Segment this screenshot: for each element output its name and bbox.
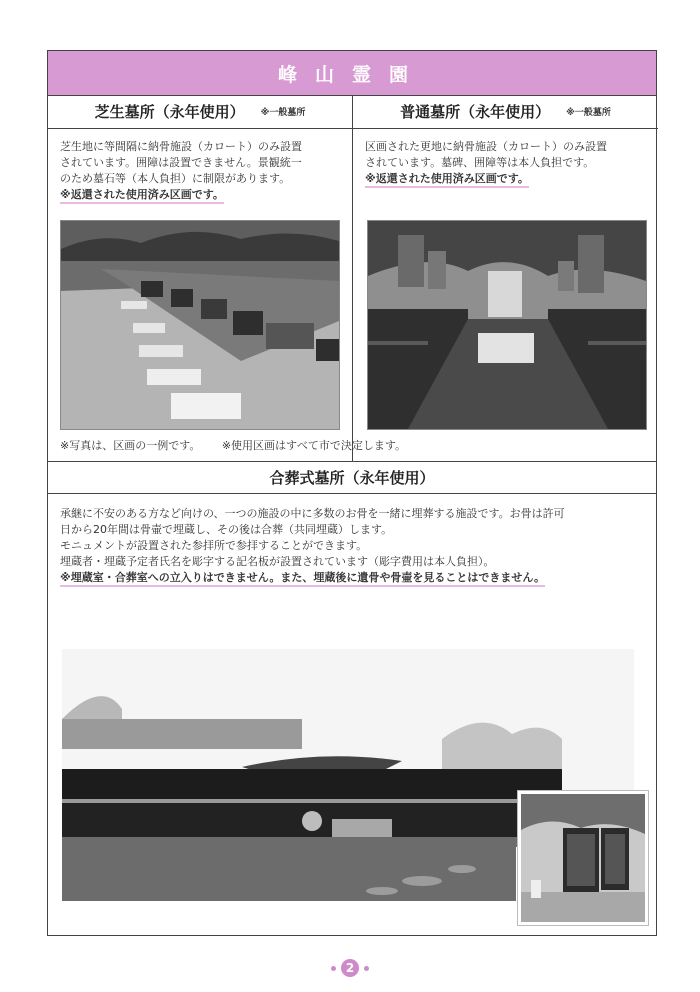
joint-burial-description <box>60 506 650 587</box>
regular-plot-title: 普通墓所（永年使用） <box>400 103 551 121</box>
page-number <box>0 958 700 978</box>
regular-plot-description <box>353 129 658 188</box>
regular-plot-image <box>368 221 646 429</box>
lawn-plot-section <box>48 95 353 461</box>
text-line: のため墓石等（本人負担）に制限があります。 <box>60 172 291 185</box>
text-line: 承継に不安のある方など向けの、一つの施設の中に多数のお骨を一緒に埋葬する施設です。お骨は許可 <box>60 507 565 520</box>
nameplate-inset-photo <box>518 791 648 925</box>
joint-burial-title: 合葬式墓所（永年使用） <box>48 461 656 494</box>
photo-caption <box>60 437 424 453</box>
text-line: されています。墓碑、囲障等は本人負担です。 <box>365 156 595 169</box>
dot-icon <box>331 966 336 971</box>
lawn-plot-photo <box>60 220 340 430</box>
cemetery-types-grid <box>48 95 656 461</box>
nameplate-image <box>521 794 645 922</box>
regular-plot-section <box>353 95 658 461</box>
lawn-plot-subtitle: ※一般墓所 <box>260 108 306 118</box>
lawn-plot-title: 芝生墓所（永年使用） <box>94 103 245 121</box>
text-line: 区画された更地に納骨施設（カロート）のみ設置 <box>365 140 607 153</box>
text-line: 埋蔵者・埋蔵予定者氏名を彫字する記名板が設置されています（彫字費用は本人負担）。 <box>60 555 495 568</box>
dot-icon <box>364 966 369 971</box>
regular-plot-header <box>353 95 658 129</box>
lawn-plot-image <box>61 221 339 429</box>
text-line: モニュメントが設置された参拝所で参拝することができます。 <box>60 539 368 552</box>
joint-burial-note: ※埋蔵室・合葬室への立入りはできません。また、埋蔵後に遺骨や骨壷を見ることはできません。 <box>60 570 545 587</box>
caption-assignment: ※使用区画はすべて市で決定します。 <box>221 439 406 452</box>
regular-plot-subtitle: ※一般墓所 <box>566 108 611 118</box>
page-number-badge: 2 <box>341 959 359 977</box>
text-line: 芝生地に等間隔に納骨施設（カロート）のみ設置 <box>60 140 302 153</box>
regular-plot-photo <box>367 220 647 430</box>
page-frame <box>47 50 657 936</box>
lawn-plot-description <box>48 129 352 204</box>
page-title: 峰山霊園 <box>48 51 656 96</box>
lawn-plot-header <box>48 95 352 129</box>
text-line: 日から20年間は骨壷で埋蔵し、その後は合葬（共同埋蔵）します。 <box>60 523 393 536</box>
regular-plot-note: ※返還された使用済み区画です。 <box>365 171 529 188</box>
caption-example: ※写真は、区画の一例です。 <box>60 439 201 452</box>
text-line: されています。囲障は設置できません。景観統一 <box>60 156 302 169</box>
lawn-plot-note: ※返還された使用済み区画です。 <box>60 187 224 204</box>
